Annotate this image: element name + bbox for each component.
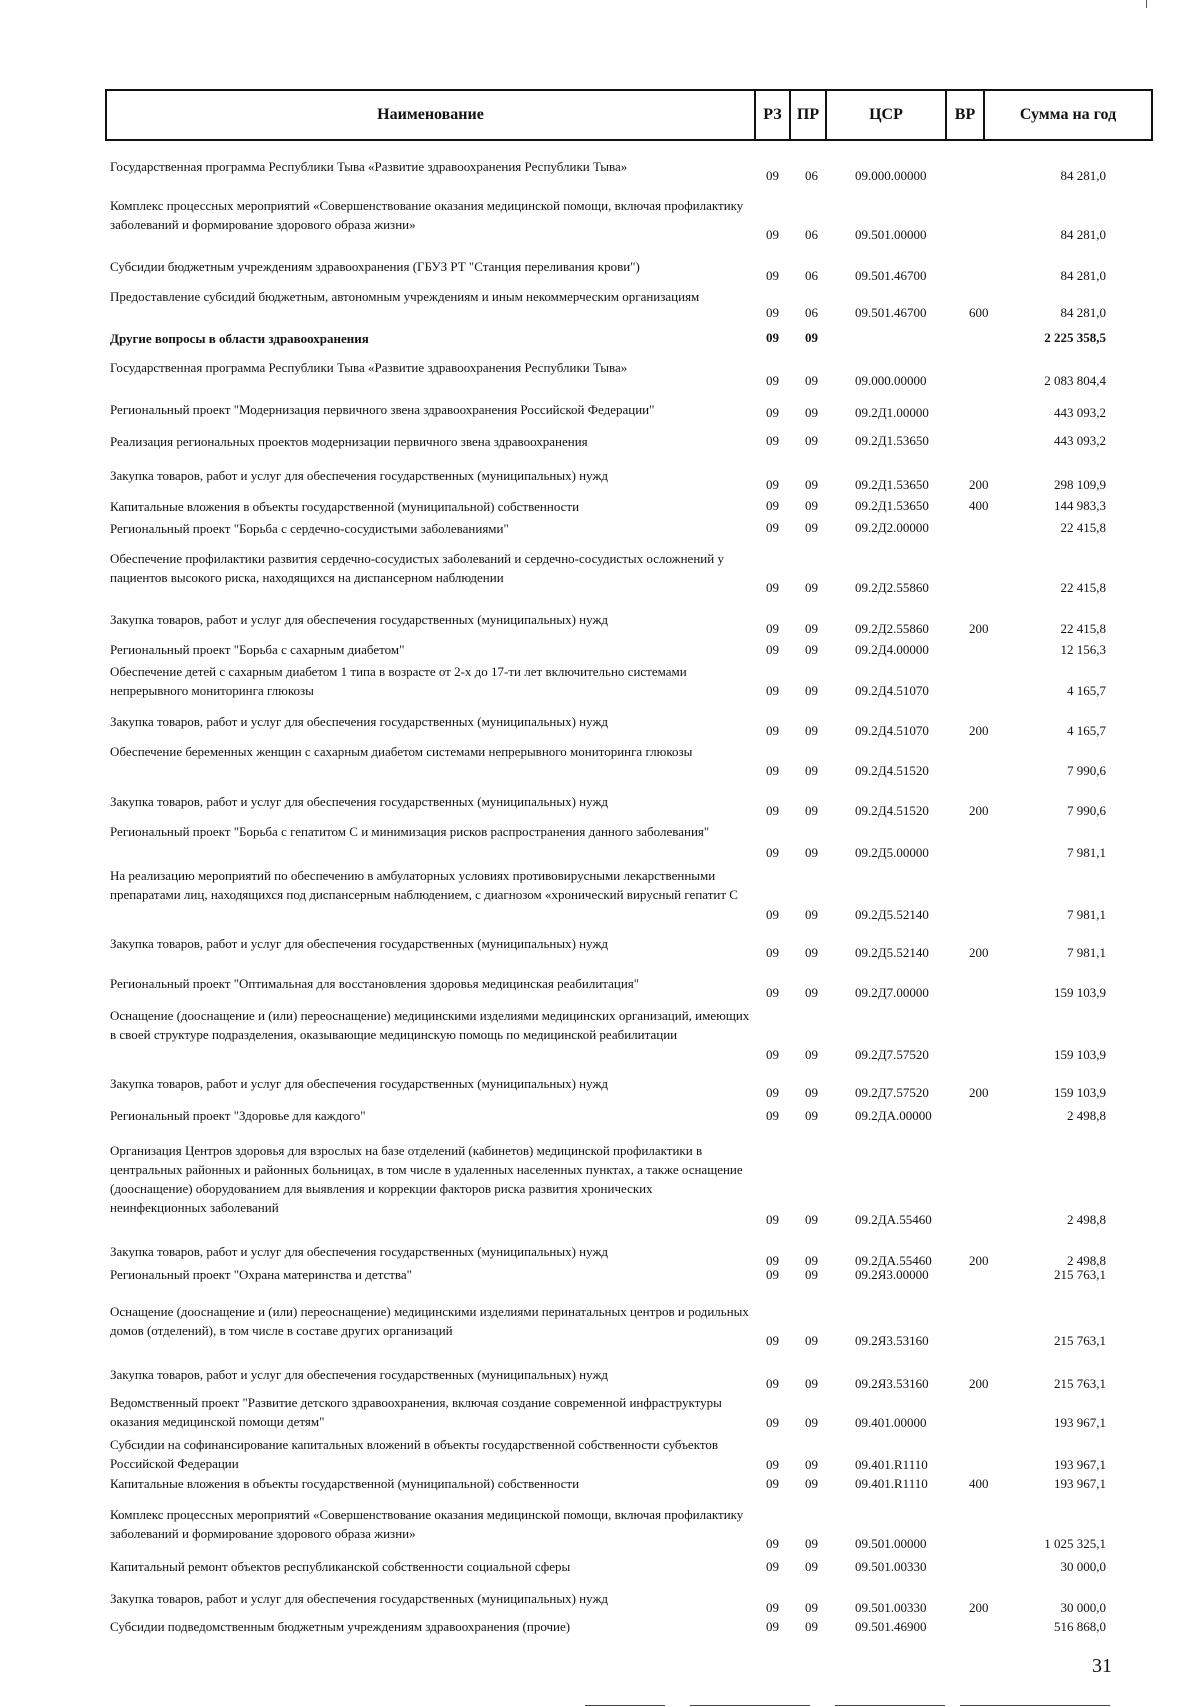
row-rz: 09	[766, 1536, 779, 1551]
row-rz: 09	[766, 1047, 779, 1062]
row-sum: 215 763,1	[1054, 1376, 1106, 1391]
row-sum: 4 165,7	[1067, 683, 1106, 698]
table-row	[0, 712, 1200, 740]
row-rz: 09	[766, 168, 779, 183]
row-name: Другие вопросы в области здравоохранения	[110, 331, 369, 346]
row-sum: 443 093,2	[1054, 405, 1106, 420]
row-pr: 09	[805, 945, 818, 960]
row-csr: 09.000.00000	[855, 168, 927, 183]
row-csr: 09.501.46900	[855, 1619, 927, 1634]
row-pr: 09	[805, 1559, 818, 1574]
row-name: Государственная программа Республики Тыва «Развитие здравоохранения Республики Тыва»	[110, 360, 628, 375]
row-csr: 09.501.00330	[855, 1559, 927, 1574]
row-rz: 09	[766, 330, 779, 345]
row-sum: 215 763,1	[1054, 1333, 1106, 1348]
row-name: Предоставление субсидий бюджетным, автономным учреждениям и иным некоммерческим организациям	[110, 289, 700, 304]
row-pr: 09	[805, 1085, 818, 1100]
row-pr: 09	[805, 642, 818, 657]
row-name: Закупка товаров, работ и услуг для обеспечения государственных (муниципальных) нужд	[110, 612, 609, 627]
row-sum: 2 225 358,5	[1044, 330, 1106, 345]
row-name: Закупка товаров, работ и услуг для обеспечения государственных (муниципальных) нужд	[110, 1244, 609, 1259]
row-csr: 09.2Д1.53650	[855, 498, 929, 513]
row-vr: 400	[969, 498, 989, 513]
row-csr: 09.2Д4.00000	[855, 642, 929, 657]
row-csr: 09.2Я3.53160	[855, 1333, 929, 1348]
row-rz: 09	[766, 1108, 779, 1123]
row-name: Закупка товаров, работ и услуг для обеспечения государственных (муниципальных) нужд	[110, 714, 609, 729]
row-csr: 09.2Д4.51520	[855, 803, 929, 818]
row-name: Обеспечение детей с сахарным диабетом 1 типа в возрасте от 2-х до 17-ти лет включительно системами непрерывного мониторинга глюкозы	[110, 664, 687, 698]
row-sum: 1 025 325,1	[1044, 1536, 1106, 1551]
row-pr: 09	[805, 985, 818, 1000]
table-row	[0, 358, 1200, 390]
header-name: Наименование	[107, 91, 756, 139]
table-row	[0, 287, 1200, 322]
row-pr: 09	[805, 907, 818, 922]
row-pr: 09	[805, 1047, 818, 1062]
row-name: Капитальный ремонт объектов республиканской собственности социальной сферы	[110, 1559, 571, 1574]
row-name: Субсидии на софинансирование капитальных вложений в объекты государственной собственности субъектов Российской Федерации	[110, 1437, 718, 1471]
row-sum: 2 498,8	[1067, 1108, 1106, 1123]
table-row	[0, 196, 1200, 244]
page-number: 31	[1092, 1655, 1112, 1677]
row-name: Региональный проект "Здоровье для каждого"	[110, 1108, 366, 1123]
row-rz: 09	[766, 1333, 779, 1348]
table-row	[0, 1302, 1200, 1350]
row-name: Обеспечение беременных женщин с сахарным диабетом системами непрерывного мониторинга глюкозы	[110, 744, 693, 759]
row-csr: 09.2Я3.00000	[855, 1267, 929, 1282]
row-sum: 84 281,0	[1060, 227, 1106, 242]
row-name: Закупка товаров, работ и услуг для обеспечения государственных (муниципальных) нужд	[110, 468, 609, 483]
row-vr: 200	[969, 1600, 989, 1615]
table-row	[0, 1106, 1200, 1125]
row-rz: 09	[766, 433, 779, 448]
row-pr: 09	[805, 477, 818, 492]
row-csr: 09.501.00330	[855, 1600, 927, 1615]
row-vr: 600	[969, 305, 989, 320]
table-row	[0, 400, 1200, 422]
table-row	[0, 1365, 1200, 1393]
table-row	[0, 742, 1200, 780]
row-sum: 298 109,9	[1054, 477, 1106, 492]
row-pr: 09	[805, 1108, 818, 1123]
row-pr: 09	[805, 373, 818, 388]
row-name: Закупка товаров, работ и услуг для обеспечения государственных (муниципальных) нужд	[110, 1367, 609, 1382]
row-name: Государственная программа Республики Тыва «Развитие здравоохранения Республики Тыва»	[110, 159, 628, 174]
row-rz: 09	[766, 520, 779, 535]
row-sum: 30 000,0	[1060, 1559, 1106, 1574]
row-csr: 09.2Д5.00000	[855, 845, 929, 860]
row-rz: 09	[766, 1619, 779, 1634]
row-rz: 09	[766, 803, 779, 818]
row-pr: 09	[805, 621, 818, 636]
row-sum: 84 281,0	[1060, 268, 1106, 283]
row-sum: 516 868,0	[1054, 1619, 1106, 1634]
row-csr: 09.2Д4.51070	[855, 723, 929, 738]
row-rz: 09	[766, 621, 779, 636]
row-name: Закупка товаров, работ и услуг для обеспечения государственных (муниципальных) нужд	[110, 936, 609, 951]
row-pr: 09	[805, 520, 818, 535]
row-pr: 09	[805, 1619, 818, 1634]
row-sum: 193 967,1	[1054, 1476, 1106, 1491]
table-row	[0, 497, 1200, 515]
row-rz: 09	[766, 1212, 779, 1227]
row-rz: 09	[766, 305, 779, 320]
table-row	[0, 1474, 1200, 1493]
row-sum: 144 983,3	[1054, 498, 1106, 513]
row-csr: 09.2Д4.51070	[855, 683, 929, 698]
row-sum: 7 981,1	[1067, 945, 1106, 960]
row-csr: 09.000.00000	[855, 373, 927, 388]
row-name: Комплекс процессных мероприятий «Совершенствование оказания медицинской помощи, включая профилактику заболеваний и формирование здорового образа жизни»	[110, 198, 744, 232]
row-sum: 159 103,9	[1054, 985, 1106, 1000]
row-pr: 09	[805, 1333, 818, 1348]
row-name: Закупка товаров, работ и услуг для обеспечения государственных (муниципальных) нужд	[110, 794, 609, 809]
row-name: Региональный проект "Борьба с сердечно-сосудистыми заболеваниями"	[110, 521, 509, 536]
row-sum: 215 763,1	[1054, 1267, 1106, 1282]
row-csr: 09.501.46700	[855, 268, 927, 283]
row-vr: 200	[969, 477, 989, 492]
row-pr: 09	[805, 580, 818, 595]
row-pr: 09	[805, 1253, 818, 1268]
table-row	[0, 432, 1200, 450]
table-row	[0, 1557, 1200, 1576]
table-row	[0, 792, 1200, 820]
row-name: Комплекс процессных мероприятий «Совершенствование оказания медицинской помощи, включая профилактику заболеваний и формирование здорового образа жизни»	[110, 1507, 744, 1541]
row-csr: 09.2Д5.52140	[855, 907, 929, 922]
row-pr: 06	[805, 168, 818, 183]
row-rz: 09	[766, 723, 779, 738]
table-row	[0, 1006, 1200, 1064]
header-csr: ЦСР	[827, 91, 947, 139]
row-pr: 09	[805, 723, 818, 738]
row-pr: 09	[805, 330, 818, 345]
row-sum: 193 967,1	[1054, 1457, 1106, 1472]
row-rz: 09	[766, 580, 779, 595]
row-sum: 22 415,8	[1060, 580, 1106, 595]
row-name: Оснащение (дооснащение и (или) переоснащение) медицинскими изделиями перинатальных центров и родильных домов (отделений), в том числе в составе других организаций	[110, 1304, 749, 1338]
row-sum: 193 967,1	[1054, 1415, 1106, 1430]
row-pr: 09	[805, 763, 818, 778]
row-name: Закупка товаров, работ и услуг для обеспечения государственных (муниципальных) нужд	[110, 1076, 609, 1091]
row-sum: 22 415,8	[1060, 621, 1106, 636]
footer-rule	[585, 1705, 665, 1706]
row-sum: 7 990,6	[1067, 763, 1106, 778]
row-rz: 09	[766, 1600, 779, 1615]
row-rz: 09	[766, 1476, 779, 1491]
row-rz: 09	[766, 683, 779, 698]
row-csr: 09.401.R1110	[855, 1476, 928, 1491]
table-row	[0, 1393, 1200, 1432]
row-sum: 30 000,0	[1060, 1600, 1106, 1615]
row-sum: 7 981,1	[1067, 845, 1106, 860]
table-row	[0, 329, 1200, 347]
row-rz: 09	[766, 1559, 779, 1574]
row-name: Региональный проект "Борьба с сахарным диабетом"	[110, 642, 405, 657]
row-sum: 2 498,8	[1067, 1253, 1106, 1268]
header-sum: Сумма на год	[1019, 106, 1117, 123]
table-row	[0, 257, 1200, 285]
row-sum: 22 415,8	[1060, 520, 1106, 535]
header-pr: ПР	[791, 91, 827, 139]
row-csr: 09.2Д1.00000	[855, 405, 929, 420]
row-vr: 200	[969, 1376, 989, 1391]
row-name: Капитальные вложения в объекты государственной (муниципальной) собственности	[110, 1476, 580, 1491]
row-rz: 09	[766, 642, 779, 657]
table-row	[0, 974, 1200, 1002]
table-row	[0, 466, 1200, 494]
row-vr: 200	[969, 621, 989, 636]
row-name: Реализация региональных проектов модернизации первичного звена здравоохранения	[110, 434, 588, 449]
row-name: Субсидии подведомственным бюджетным учреждениям здравоохранения (прочие)	[110, 1619, 571, 1634]
row-sum: 12 156,3	[1060, 642, 1106, 657]
table-row	[0, 934, 1200, 962]
row-rz: 09	[766, 1267, 779, 1282]
row-pr: 09	[805, 803, 818, 818]
row-csr: 09.2ДА.55460	[855, 1253, 932, 1268]
table-row	[0, 640, 1200, 659]
row-pr: 06	[805, 268, 818, 283]
row-rz: 09	[766, 477, 779, 492]
row-rz: 09	[766, 945, 779, 960]
row-pr: 06	[805, 227, 818, 242]
row-vr: 200	[969, 723, 989, 738]
table-row	[0, 610, 1200, 638]
row-name: Закупка товаров, работ и услуг для обеспечения государственных (муниципальных) нужд	[110, 1591, 609, 1606]
row-csr: 09.501.46700	[855, 305, 927, 320]
table-row	[0, 822, 1200, 862]
row-sum: 7 981,1	[1067, 907, 1106, 922]
row-pr: 09	[805, 405, 818, 420]
row-sum: 7 990,6	[1067, 803, 1106, 818]
row-rz: 09	[766, 1457, 779, 1472]
row-sum: 84 281,0	[1060, 168, 1106, 183]
row-csr: 09.2Д7.00000	[855, 985, 929, 1000]
row-sum: 84 281,0	[1060, 305, 1106, 320]
row-csr: 09.2Д2.55860	[855, 580, 929, 595]
row-sum: 443 093,2	[1054, 433, 1106, 448]
row-name: Оснащение (дооснащение и (или) переоснащение) медицинскими изделиями медицинских организаций, имеющих в своей структуре подразделения, оказывающие медицинскую помощь по медицинской реабилитации	[110, 1008, 750, 1042]
table-row	[0, 1074, 1200, 1102]
row-rz: 09	[766, 373, 779, 388]
row-csr: 09.2Д5.52140	[855, 945, 929, 960]
row-rz: 09	[766, 498, 779, 513]
table-row	[0, 549, 1200, 597]
row-csr: 09.2Д2.00000	[855, 520, 929, 535]
table-row	[0, 1617, 1200, 1636]
row-sum: 4 165,7	[1067, 723, 1106, 738]
footer-rule	[835, 1705, 945, 1706]
row-rz: 09	[766, 227, 779, 242]
row-sum: 159 103,9	[1054, 1085, 1106, 1100]
table-row	[0, 157, 1200, 185]
table-row	[0, 1589, 1200, 1617]
row-pr: 09	[805, 498, 818, 513]
row-vr: 200	[969, 945, 989, 960]
row-rz: 09	[766, 405, 779, 420]
row-pr: 09	[805, 845, 818, 860]
row-vr: 200	[969, 1085, 989, 1100]
row-pr: 09	[805, 1415, 818, 1430]
row-rz: 09	[766, 1415, 779, 1430]
row-rz: 09	[766, 1376, 779, 1391]
row-csr: 09.2Д1.53650	[855, 477, 929, 492]
row-pr: 09	[805, 1536, 818, 1551]
row-vr: 400	[969, 1476, 989, 1491]
row-pr: 06	[805, 305, 818, 320]
header-rz: РЗ	[756, 91, 791, 139]
table-row	[0, 1265, 1200, 1284]
row-pr: 09	[805, 1212, 818, 1227]
row-csr: 09.2Д7.57520	[855, 1085, 929, 1100]
row-sum: 159 103,9	[1054, 1047, 1106, 1062]
row-name: На реализацию мероприятий по обеспечению в амбулаторных условиях противовирусными лекарственными препаратами лиц, находящихся под диспансерным наблюдением, с диагнозом «хронический вирусный гепатит С	[110, 868, 738, 902]
row-name: Обеспечение профилактики развития сердечно-сосудистых заболеваний и сердечно-сосудистых осложнений у пациентов высокого риска, находящихся на диспансерном наблюдении	[110, 551, 724, 585]
row-csr: 09.2Д7.57520	[855, 1047, 929, 1062]
row-pr: 09	[805, 1476, 818, 1491]
row-sum: 2 498,8	[1067, 1212, 1106, 1227]
row-name: Организация Центров здоровья для взрослых на базе отделений (кабинетов) медицинской профилактики в центральных районных и районных больницах, в том числе в удаленных населенных пунктах, а также оснащение (дооснащение) оборудованием для выявления и коррекции факторов риска развития хронических неинфекционных заболеваний	[110, 1143, 743, 1215]
table-row	[0, 1435, 1200, 1474]
table-row	[0, 662, 1200, 700]
row-rz: 09	[766, 1085, 779, 1100]
row-rz: 09	[766, 1253, 779, 1268]
footer-rule	[960, 1705, 1110, 1706]
row-rz: 09	[766, 268, 779, 283]
row-name: Капитальные вложения в объекты государственной (муниципальной) собственности	[110, 499, 580, 514]
table-row	[0, 866, 1200, 924]
header-vr: ВР	[947, 91, 985, 139]
row-pr: 09	[805, 1376, 818, 1391]
row-csr: 09.401.R1110	[855, 1457, 928, 1472]
row-csr: 09.2Д2.55860	[855, 621, 929, 636]
row-csr: 09.2Я3.53160	[855, 1376, 929, 1391]
row-csr: 09.2Д1.53650	[855, 433, 929, 448]
row-name: Региональный проект "Охрана материнства и детства"	[110, 1267, 412, 1282]
row-csr: 09.2Д4.51520	[855, 763, 929, 778]
table-row	[0, 1505, 1200, 1553]
table-row	[0, 1141, 1200, 1229]
row-csr: 09.2ДА.55460	[855, 1212, 932, 1227]
row-pr: 09	[805, 1457, 818, 1472]
row-csr: 09.401.00000	[855, 1415, 927, 1430]
row-name: Региональный проект "Борьба с гепатитом С и минимизация рисков распространения данного заболевания"	[110, 824, 710, 839]
row-name: Региональный проект "Оптимальная для восстановления здоровья медицинская реабилитация"	[110, 976, 640, 991]
row-vr: 200	[969, 803, 989, 818]
row-rz: 09	[766, 907, 779, 922]
row-csr: 09.2ДА.00000	[855, 1108, 932, 1123]
row-rz: 09	[766, 763, 779, 778]
table-row	[0, 519, 1200, 537]
row-pr: 09	[805, 1267, 818, 1282]
row-rz: 09	[766, 985, 779, 1000]
row-vr: 200	[969, 1253, 989, 1268]
row-name: Субсидии бюджетным учреждениям здравоохранения (ГБУЗ РТ "Станция переливания крови")	[110, 259, 640, 274]
row-csr: 09.501.00000	[855, 1536, 927, 1551]
row-rz: 09	[766, 845, 779, 860]
row-pr: 09	[805, 433, 818, 448]
row-csr: 09.501.00000	[855, 227, 927, 242]
row-pr: 09	[805, 1600, 818, 1615]
row-sum: 2 083 804,4	[1044, 373, 1106, 388]
row-name: Региональный проект "Модернизация первичного звена здравоохранения Российской Федерации"	[110, 402, 655, 417]
row-pr: 09	[805, 683, 818, 698]
row-name: Ведомственный проект "Развитие детского здравоохранения, включая создание современной инфраструктуры оказания медицинской помощи детям"	[110, 1395, 722, 1429]
footer-rule	[690, 1705, 810, 1706]
